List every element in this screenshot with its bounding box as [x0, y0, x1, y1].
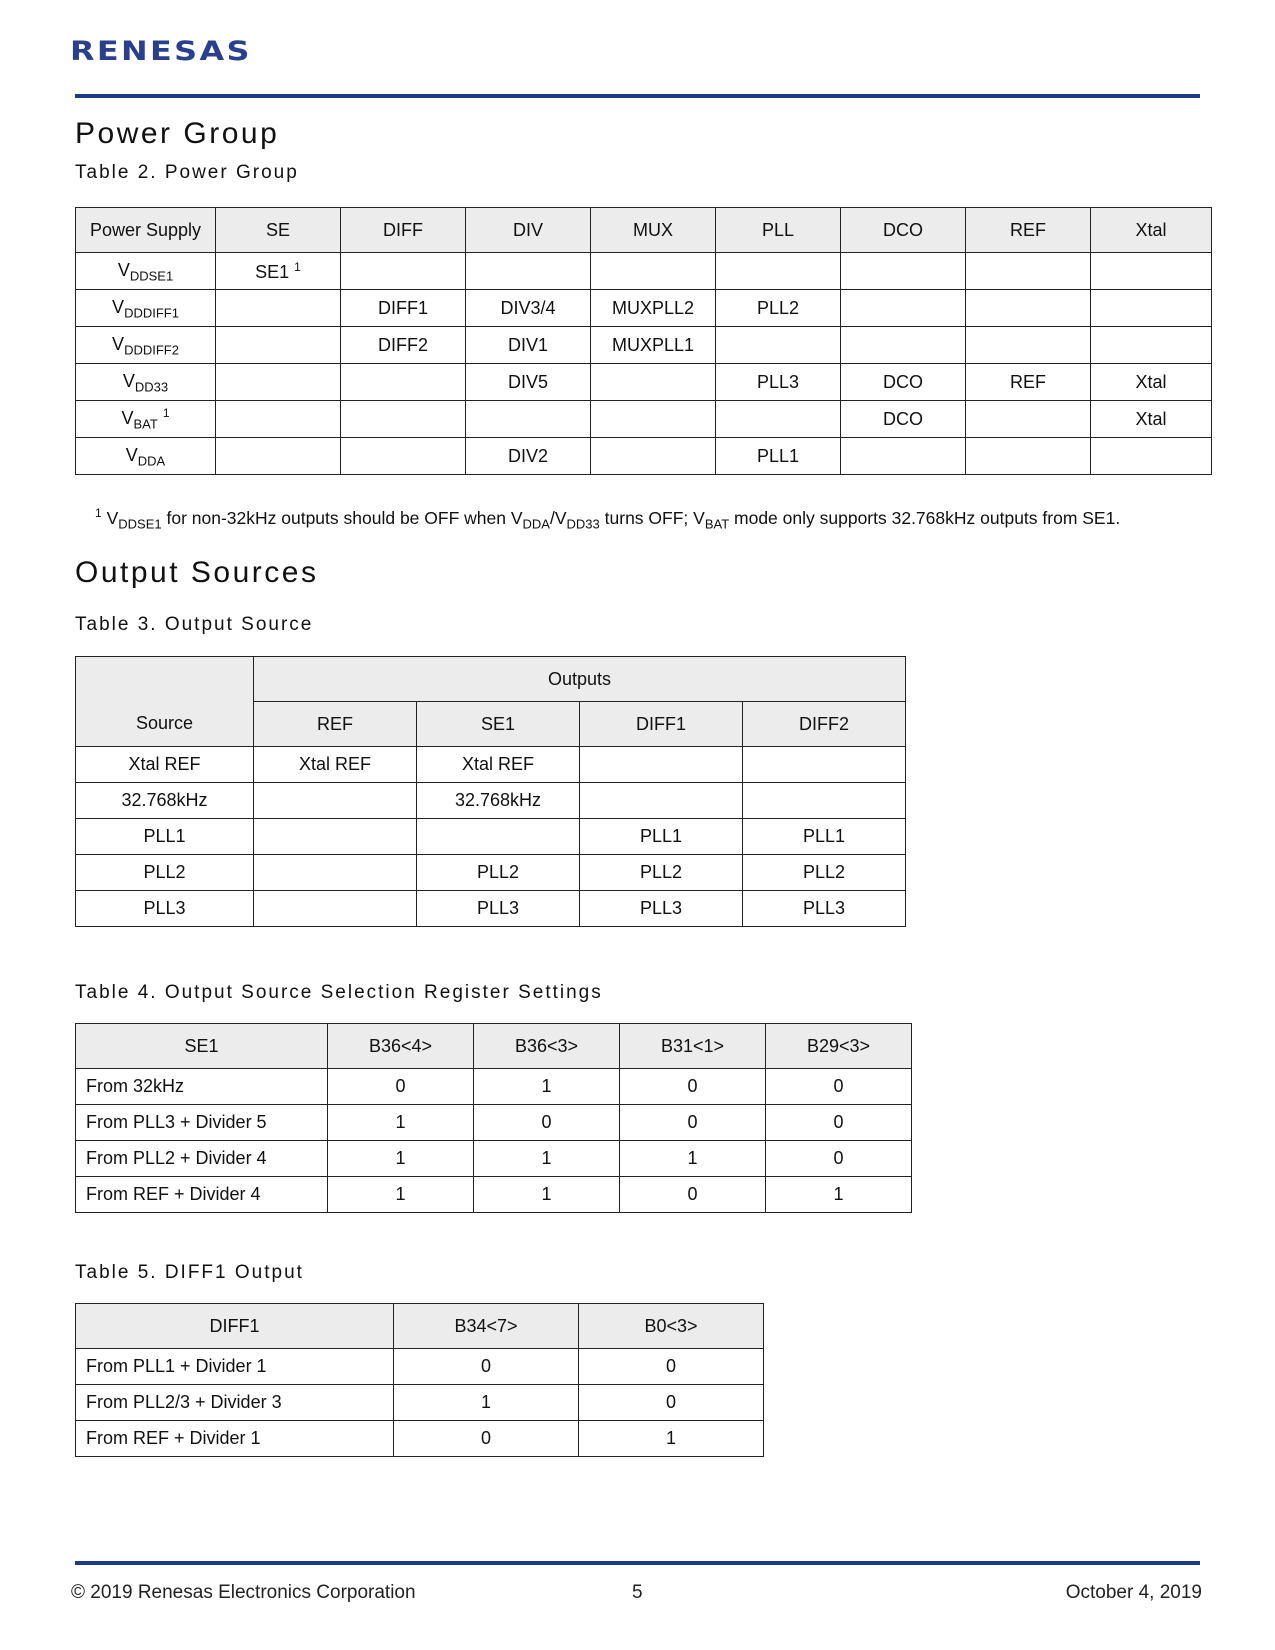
- footer-rule: [75, 1561, 1200, 1565]
- table-cell: [716, 253, 841, 290]
- table-cell: [341, 364, 466, 401]
- table-cell: DIFF1: [341, 290, 466, 327]
- table-row: [76, 401, 1212, 438]
- table2-header-cell: DIFF: [341, 208, 466, 253]
- table-row: [76, 1069, 912, 1105]
- table-cell: PLL1: [76, 819, 254, 855]
- table2-header-cell: REF: [966, 208, 1091, 253]
- table-cell: DCO: [841, 401, 966, 438]
- table-cell: DCO: [841, 364, 966, 401]
- table5-header-row: [76, 1304, 764, 1349]
- table-cell: [743, 747, 906, 783]
- table3-outputs-header: Outputs: [254, 657, 906, 702]
- table4-header-cell: B36<3>: [474, 1024, 620, 1069]
- power-group-footnote: $^1$ $V_{DDSE1}$ for non-32kHz outputs should be OFF when $V_{DDA}/V_{DD33}$ turns OFF; $V_{BAT}$ mode only supports 32.768kHz outputs from SE1.: [95, 506, 1121, 532]
- table-cell: [341, 253, 466, 290]
- table-cell: [254, 891, 417, 927]
- table-cell: MUXPLL1: [591, 327, 716, 364]
- table-cell: PLL2: [76, 855, 254, 891]
- table-cell: Xtal REF: [76, 747, 254, 783]
- table-cell: [216, 401, 341, 438]
- table-cell: [341, 438, 466, 475]
- table2-header-cell: Power Supply: [76, 208, 216, 253]
- power-supply-cell: $V_{BAT}$ $^1$: [76, 401, 216, 438]
- table-cell: [1091, 327, 1212, 364]
- table-cell: From REF + Divider 1: [76, 1421, 394, 1457]
- table4-header-cell: B36<4>: [328, 1024, 474, 1069]
- footnote-marker: 1: [294, 259, 301, 274]
- table-cell: PLL2: [417, 855, 580, 891]
- table-row: [76, 290, 1212, 327]
- table-cell: [743, 783, 906, 819]
- table-cell: REF: [966, 364, 1091, 401]
- table-cell: 1: [328, 1141, 474, 1177]
- table2-header-cell: SE: [216, 208, 341, 253]
- footer-page-number: 5: [632, 1582, 643, 1603]
- table-cell: 0: [766, 1069, 912, 1105]
- table-cell: [1091, 438, 1212, 475]
- header-rule: [75, 94, 1200, 98]
- table-row: [76, 855, 906, 891]
- table-cell: [1091, 253, 1212, 290]
- table-cell: [216, 290, 341, 327]
- table-cell: [841, 327, 966, 364]
- power-supply-cell: $V_{DDDIFF1}$: [76, 290, 216, 327]
- table-cell: 0: [766, 1141, 912, 1177]
- table-cell: 0: [328, 1069, 474, 1105]
- table-cell: [341, 401, 466, 438]
- power-supply-cell: $V_{DDSE1}$: [76, 253, 216, 290]
- table-row: [76, 819, 906, 855]
- table-cell: [466, 401, 591, 438]
- table-cell: PLL3: [716, 364, 841, 401]
- table-cell: Xtal REF: [254, 747, 417, 783]
- output-source-table: [75, 656, 906, 927]
- table-cell: 32.768kHz: [417, 783, 580, 819]
- company-logo: RENESAS: [70, 36, 252, 67]
- table-cell: [966, 401, 1091, 438]
- table-cell: From PLL2/3 + Divider 3: [76, 1385, 394, 1421]
- power-supply-cell: $V_{DDDIFF2}$: [76, 327, 216, 364]
- table-row: [76, 1177, 912, 1213]
- table-cell: 1: [474, 1177, 620, 1213]
- table-cell: [216, 438, 341, 475]
- table4-header-cell: SE1: [76, 1024, 328, 1069]
- table2-header-cell: DIV: [466, 208, 591, 253]
- table-cell: [591, 438, 716, 475]
- table-cell: [466, 253, 591, 290]
- section-heading-output-sources: Output Sources: [75, 556, 319, 589]
- table-row: [76, 1385, 764, 1421]
- table-cell: Xtal: [1091, 364, 1212, 401]
- table-cell: [254, 819, 417, 855]
- table-cell: 32.768kHz: [76, 783, 254, 819]
- table5-header-cell: DIFF1: [76, 1304, 394, 1349]
- table-cell: Xtal: [1091, 401, 1212, 438]
- table-cell: [216, 364, 341, 401]
- table-cell: PLL2: [716, 290, 841, 327]
- table-cell: 0: [394, 1349, 579, 1385]
- table-cell: [966, 290, 1091, 327]
- table-cell: [1091, 290, 1212, 327]
- table-cell: PLL1: [743, 819, 906, 855]
- table-cell: 1: [579, 1421, 764, 1457]
- table-cell: From 32kHz: [76, 1069, 328, 1105]
- power-supply-cell: $V_{DDA}$: [76, 438, 216, 475]
- diff1-output-table: [75, 1303, 764, 1457]
- table-cell: [841, 438, 966, 475]
- table-cell: 0: [579, 1349, 764, 1385]
- table-cell: PLL2: [580, 855, 743, 891]
- table-cell: 1: [328, 1177, 474, 1213]
- table-row: [76, 327, 1212, 364]
- table-cell: From PLL3 + Divider 5: [76, 1105, 328, 1141]
- table-cell: [591, 253, 716, 290]
- table-cell: 0: [579, 1385, 764, 1421]
- table-cell: [254, 855, 417, 891]
- table-cell: [254, 783, 417, 819]
- table-row: [76, 253, 1212, 290]
- table3-caption: Table 3. Output Source: [75, 614, 314, 635]
- table-cell: From PLL1 + Divider 1: [76, 1349, 394, 1385]
- table-cell: 1: [766, 1177, 912, 1213]
- power-group-table: [75, 207, 1212, 475]
- table-cell: PLL3: [76, 891, 254, 927]
- table2-header-cell: MUX: [591, 208, 716, 253]
- table-cell: 1: [620, 1141, 766, 1177]
- table2-header-cell: DCO: [841, 208, 966, 253]
- table-cell: 1: [394, 1385, 579, 1421]
- table-cell: [591, 364, 716, 401]
- table-cell: [966, 253, 1091, 290]
- table-cell: PLL3: [743, 891, 906, 927]
- table-cell: DIFF2: [341, 327, 466, 364]
- section-heading-power-group: Power Group: [75, 117, 280, 150]
- table-cell: 1: [474, 1069, 620, 1105]
- table-cell: PLL1: [580, 819, 743, 855]
- table-cell: PLL2: [743, 855, 906, 891]
- table-cell: From PLL2 + Divider 4: [76, 1141, 328, 1177]
- table-row: [76, 1421, 764, 1457]
- table4-header-cell: B31<1>: [620, 1024, 766, 1069]
- table-cell: DIV1: [466, 327, 591, 364]
- table-row: [76, 438, 1212, 475]
- table4-header-cell: B29<3>: [766, 1024, 912, 1069]
- table-cell: [716, 327, 841, 364]
- table3-header-cell: DIFF1: [580, 702, 743, 747]
- table5-header-cell: B0<3>: [579, 1304, 764, 1349]
- table-cell: 1: [328, 1105, 474, 1141]
- table-cell: SE1 $^1$: [216, 253, 341, 290]
- power-supply-cell: $V_{DD33}$: [76, 364, 216, 401]
- table-cell: DIV2: [466, 438, 591, 475]
- table4-caption: Table 4. Output Source Selection Register Settings: [75, 982, 603, 1003]
- table-cell: DIV3/4: [466, 290, 591, 327]
- table-cell: 1: [474, 1141, 620, 1177]
- table3-header-cell: REF: [254, 702, 417, 747]
- table-cell: [966, 438, 1091, 475]
- table-cell: [591, 401, 716, 438]
- table2-header-cell: PLL: [716, 208, 841, 253]
- table-cell: [580, 747, 743, 783]
- table5-header-cell: B34<7>: [394, 1304, 579, 1349]
- table-row: [76, 747, 906, 783]
- table3-header-row: [76, 657, 906, 702]
- footer-date: October 4, 2019: [1065, 1582, 1202, 1603]
- table-cell: [966, 327, 1091, 364]
- table-cell: 0: [620, 1177, 766, 1213]
- table-row: [76, 891, 906, 927]
- table-cell: MUXPLL2: [591, 290, 716, 327]
- table4-header-row: [76, 1024, 912, 1069]
- table-cell: 0: [620, 1069, 766, 1105]
- table-cell: 0: [394, 1421, 579, 1457]
- table3-header-cell: SE1: [417, 702, 580, 747]
- table2-header-cell: Xtal: [1091, 208, 1212, 253]
- table-cell: DIV5: [466, 364, 591, 401]
- table-cell: [841, 253, 966, 290]
- table-cell: From REF + Divider 4: [76, 1177, 328, 1213]
- table2-caption: Table 2. Power Group: [75, 162, 299, 183]
- table-cell: PLL1: [716, 438, 841, 475]
- table2-header-row: [76, 208, 1212, 253]
- output-source-selection-table: [75, 1023, 912, 1213]
- table3-header-cell: DIFF2: [743, 702, 906, 747]
- table-row: [76, 783, 906, 819]
- table-cell: [216, 327, 341, 364]
- table-cell: 0: [474, 1105, 620, 1141]
- table-cell: PLL3: [580, 891, 743, 927]
- table-cell: Xtal REF: [417, 747, 580, 783]
- table-cell: [417, 819, 580, 855]
- table-cell: [716, 401, 841, 438]
- table-cell: [580, 783, 743, 819]
- table-row: [76, 364, 1212, 401]
- table-row: [76, 1141, 912, 1177]
- table3-source-header: Source: [76, 657, 254, 747]
- footnote-marker: 1: [162, 406, 170, 421]
- table-row: [76, 1105, 912, 1141]
- table-row: [76, 1349, 764, 1385]
- table5-caption: Table 5. DIFF1 Output: [75, 1262, 304, 1283]
- table-cell: 0: [620, 1105, 766, 1141]
- table-cell: [841, 290, 966, 327]
- footer-copyright: © 2019 Renesas Electronics Corporation: [71, 1582, 416, 1603]
- table-cell: PLL3: [417, 891, 580, 927]
- table-cell: 0: [766, 1105, 912, 1141]
